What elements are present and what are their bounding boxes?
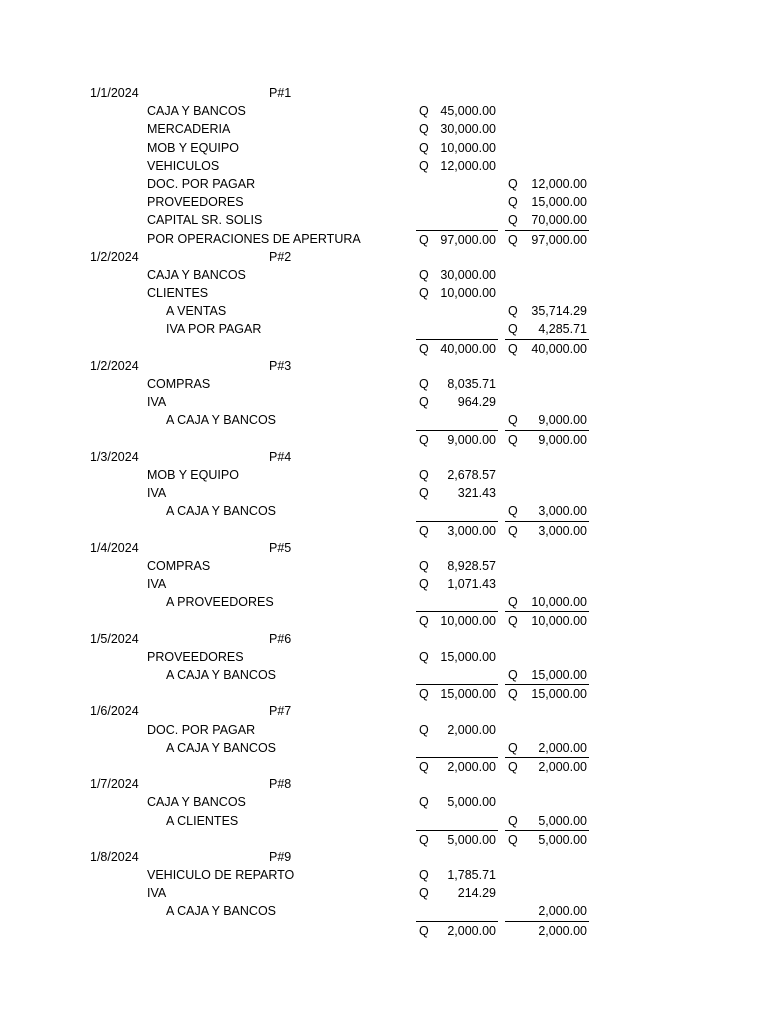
credit-cell [505,193,589,211]
account-name: CLIENTES [147,286,209,301]
credit-amount: 3,000.00 [538,504,587,519]
debit-cell [416,375,498,393]
credit-amount: 9,000.00 [538,413,587,428]
entry-number: P#3 [269,358,292,373]
debit-amount: 30,000.00 [440,122,496,137]
entry-total-row [0,611,768,629]
currency-symbol: Q [508,687,518,702]
entry-date: 1/5/2024 [90,631,139,646]
credit-cell [505,175,589,193]
debit-amount: 40,000.00 [440,341,496,356]
currency-symbol: Q [419,341,429,356]
journal-line [0,102,768,120]
entry-number: P#7 [269,704,292,719]
entry-date: 1/4/2024 [90,540,139,555]
currency-symbol: Q [419,377,429,391]
currency-symbol: Q [508,322,518,337]
account-name: IVA [147,886,167,901]
credit-cell [505,684,589,702]
journal-line [0,211,768,229]
currency-symbol: Q [419,122,429,137]
currency-symbol: Q [419,923,429,938]
credit-cell [505,230,589,248]
currency-symbol: Q [419,104,429,119]
entry-date: 1/7/2024 [90,777,139,792]
journal-sheet [0,84,768,939]
debit-amount: 214.29 [457,886,496,901]
currency-symbol: Q [419,687,429,702]
debit-cell [416,430,498,448]
account-name: PROVEEDORES [147,195,244,210]
credit-amount: 3,000.00 [538,523,587,538]
debit-cell [416,611,498,629]
account-name: CAJA Y BANCOS [147,795,246,810]
account-name: PROVEEDORES [147,649,244,664]
currency-symbol: Q [508,832,518,847]
account-name: DOC. POR PAGAR [147,722,256,737]
credit-cell [505,302,589,320]
journal-line [0,739,768,757]
journal-line [0,902,768,920]
entry-date: 1/1/2024 [90,86,139,100]
journal-line [0,157,768,175]
entry-date: 1/3/2024 [90,449,139,464]
credit-cell [505,666,589,684]
account-name: COMPRAS [147,558,211,573]
journal-line [0,593,768,611]
credit-cell [505,521,589,539]
account-name: CAPITAL SR. SOLIS [147,213,263,228]
entry-total-row [0,757,768,775]
debit-amount: 8,035.71 [447,377,496,391]
credit-amount: 15,000.00 [531,195,587,210]
credit-amount: 4,285.71 [538,322,587,337]
journal-line [0,812,768,830]
account-name: MOB Y EQUIPO [147,140,239,155]
debit-amount: 10,000.00 [440,614,496,629]
currency-symbol: Q [508,504,518,519]
currency-symbol: Q [508,176,518,191]
currency-symbol: Q [419,795,429,810]
entry-total-row [0,430,768,448]
debit-cell [416,721,498,739]
credit-amount: 5,000.00 [538,832,587,847]
account-name: VEHICULOS [147,158,220,173]
journal-line [0,393,768,411]
debit-cell [416,102,498,120]
journal-line [0,139,768,157]
journal-line [0,302,768,320]
entry-number: P#4 [269,449,292,464]
debit-cell [416,230,498,248]
debit-cell [416,866,498,884]
credit-cell [505,593,589,611]
credit-amount: 40,000.00 [531,341,587,356]
credit-amount: 2,000.00 [538,759,587,774]
entry-date: 1/2/2024 [90,358,139,373]
currency-symbol: Q [419,649,429,664]
debit-cell [416,557,498,575]
journal-line [0,793,768,811]
currency-symbol: Q [508,740,518,755]
journal-line [0,193,768,211]
entry-header-row [0,248,768,266]
debit-cell [416,393,498,411]
currency-symbol: Q [419,523,429,538]
debit-amount: 12,000.00 [440,158,496,173]
account-name: A CLIENTES [166,813,239,828]
entry-total-row [0,830,768,848]
credit-cell [505,430,589,448]
credit-amount: 5,000.00 [538,813,587,828]
debit-amount: 8,928.57 [447,558,496,573]
debit-cell [416,484,498,502]
currency-symbol: Q [508,595,518,610]
credit-amount: 15,000.00 [531,687,587,702]
account-name: A PROVEEDORES [166,595,274,610]
debit-amount: 5,000.00 [447,832,496,847]
currency-symbol: Q [419,232,429,247]
entry-total-row [0,521,768,539]
currency-symbol: Q [508,213,518,228]
credit-cell [505,902,589,920]
journal-line [0,375,768,393]
entry-total-row [0,684,768,702]
debit-amount: 9,000.00 [447,432,496,447]
debit-cell [416,157,498,175]
currency-symbol: Q [508,813,518,828]
journal-line [0,666,768,684]
currency-symbol: Q [508,232,518,247]
debit-amount: 964.29 [457,395,496,410]
account-name: A CAJA Y BANCOS [166,740,277,755]
credit-amount: 10,000.00 [531,614,587,629]
entry-date: 1/2/2024 [90,249,139,264]
debit-amount: 321.43 [457,486,496,501]
credit-cell [505,339,589,357]
currency-symbol: Q [508,523,518,538]
entry-header-row [0,702,768,720]
credit-cell [505,411,589,429]
credit-amount: 12,000.00 [531,176,587,191]
account-name: A CAJA Y BANCOS [166,504,277,519]
account-name: A CAJA Y BANCOS [166,904,277,919]
journal-line [0,502,768,520]
debit-cell [416,266,498,284]
currency-symbol: Q [508,614,518,629]
currency-symbol: Q [419,759,429,774]
currency-symbol: Q [508,304,518,319]
debit-cell [416,793,498,811]
total-label: POR OPERACIONES DE APERTURA [147,231,361,246]
currency-symbol: Q [419,140,429,155]
entry-header-row [0,539,768,557]
account-name: CAJA Y BANCOS [147,267,246,282]
entry-number: P#9 [269,849,292,864]
debit-amount: 45,000.00 [440,104,496,119]
debit-amount: 5,000.00 [447,795,496,810]
account-name: IVA [147,577,167,592]
entry-header-row [0,630,768,648]
credit-cell [505,830,589,848]
account-name: CAJA Y BANCOS [147,104,246,119]
credit-cell [505,757,589,775]
account-name: VEHICULO DE REPARTO [147,868,295,883]
currency-symbol: Q [419,614,429,629]
credit-cell [505,812,589,830]
currency-symbol: Q [508,341,518,356]
currency-symbol: Q [508,413,518,428]
credit-cell [505,502,589,520]
account-name: A VENTAS [166,304,227,319]
debit-amount: 2,000.00 [447,759,496,774]
debit-cell [416,339,498,357]
journal-line [0,284,768,302]
debit-cell [416,830,498,848]
journal-line [0,884,768,902]
credit-cell [505,611,589,629]
debit-amount: 1,071.43 [447,577,496,592]
debit-cell [416,139,498,157]
debit-cell [416,466,498,484]
account-name: DOC. POR PAGAR [147,176,256,191]
credit-amount: 70,000.00 [531,213,587,228]
journal-line [0,866,768,884]
currency-symbol: Q [419,395,429,410]
entry-total-row [0,921,768,939]
credit-amount: 2,000.00 [538,904,587,919]
journal-line [0,648,768,666]
entry-header-row [0,848,768,866]
account-name: MERCADERIA [147,122,231,137]
entry-total-row [0,230,768,248]
currency-symbol: Q [419,832,429,847]
currency-symbol: Q [508,668,518,682]
currency-symbol: Q [508,759,518,774]
account-name: A CAJA Y BANCOS [166,668,277,682]
currency-symbol: Q [419,286,429,301]
credit-amount: 10,000.00 [531,595,587,610]
entry-header-row [0,775,768,793]
entry-number: P#6 [269,631,292,646]
account-name: IVA POR PAGAR [166,322,262,337]
debit-amount: 1,785.71 [447,868,496,883]
currency-symbol: Q [419,722,429,737]
entry-header-row [0,84,768,102]
credit-amount: 2,000.00 [538,923,587,938]
debit-cell [416,521,498,539]
credit-amount: 9,000.00 [538,432,587,447]
entry-number: P#8 [269,777,292,792]
account-name: COMPRAS [147,377,211,391]
journal-line [0,557,768,575]
journal-line [0,120,768,138]
currency-symbol: Q [419,558,429,573]
debit-amount: 3,000.00 [447,523,496,538]
entry-number: P#5 [269,540,292,555]
debit-amount: 30,000.00 [440,267,496,282]
entry-header-row [0,357,768,375]
account-name: MOB Y EQUIPO [147,467,239,482]
debit-amount: 15,000.00 [440,687,496,702]
currency-symbol: Q [419,158,429,173]
currency-symbol: Q [419,886,429,901]
currency-symbol: Q [508,432,518,447]
journal-line [0,575,768,593]
debit-cell [416,284,498,302]
credit-amount: 97,000.00 [531,232,587,247]
currency-symbol: Q [419,467,429,482]
currency-symbol: Q [419,486,429,501]
account-name: A CAJA Y BANCOS [166,413,277,428]
debit-amount: 10,000.00 [440,286,496,301]
debit-cell [416,884,498,902]
journal-line [0,320,768,338]
credit-cell [505,320,589,338]
debit-amount: 15,000.00 [440,649,496,664]
account-name: IVA [147,395,167,410]
debit-amount: 2,000.00 [447,722,496,737]
journal-line [0,466,768,484]
entry-number: P#2 [269,249,292,264]
credit-cell [505,739,589,757]
journal-line [0,266,768,284]
journal-line [0,721,768,739]
currency-symbol: Q [508,195,518,210]
debit-amount: 2,678.57 [447,467,496,482]
credit-cell [505,921,589,939]
debit-amount: 10,000.00 [440,140,496,155]
entry-total-row [0,339,768,357]
credit-amount: 15,000.00 [531,668,587,682]
debit-cell [416,648,498,666]
entry-date: 1/6/2024 [90,704,139,719]
currency-symbol: Q [419,267,429,282]
debit-cell [416,575,498,593]
currency-symbol: Q [419,432,429,447]
entry-date: 1/8/2024 [90,849,139,864]
account-name: IVA [147,486,167,501]
debit-amount: 2,000.00 [447,923,496,938]
debit-cell [416,757,498,775]
credit-amount: 2,000.00 [538,740,587,755]
debit-cell [416,921,498,939]
currency-symbol: Q [419,868,429,883]
currency-symbol: Q [419,577,429,592]
credit-amount: 35,714.29 [531,304,587,319]
debit-cell [416,120,498,138]
journal-line [0,175,768,193]
debit-cell [416,684,498,702]
entry-number: P#1 [269,86,292,100]
debit-amount: 97,000.00 [440,232,496,247]
journal-line [0,484,768,502]
entry-header-row [0,448,768,466]
credit-cell [505,211,589,229]
journal-line [0,411,768,429]
